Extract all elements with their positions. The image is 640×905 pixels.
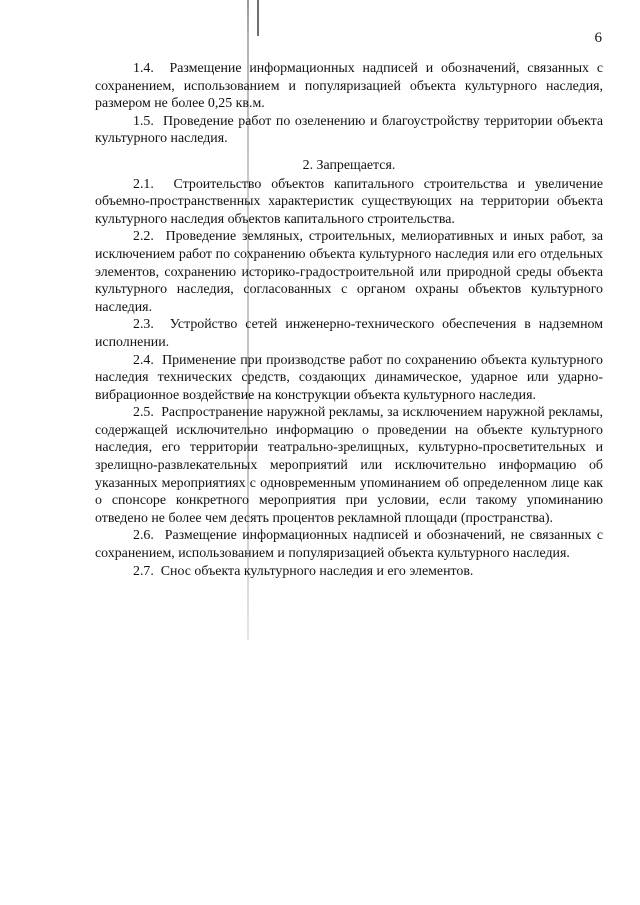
clause-number: 2.2. (133, 229, 154, 245)
clause-number: 2.3. (133, 317, 154, 333)
clause-text: Размещение информационных надписей и обозначений, не связанных с сохранением, использованием и популяризацией объекта культурного наследия. (95, 528, 604, 562)
clause-text: Размещение информационных надписей и обозначений, связанных с сохранением, использованием и популяризацией объекта культурного наследия, размером не более 0,25 кв.м. (95, 61, 603, 112)
clause-text: Строительство объектов капитального строительства и увеличение объемно-пространственных характеристик существующих на территории объекта культурного наследия объектов капитального строительства. (95, 176, 603, 227)
clause-2-6 (95, 527, 603, 562)
section-2-heading: 2. Запрещается. (302, 157, 396, 173)
clause-1-5 (95, 113, 603, 148)
scan-artifact-line-top (257, 0, 259, 36)
clause-text: Применение при производстве работ по сохранению объекта культурного наследия технических средств, создающих динамическое, ударное или ударно-вибрационное воздействие на конструкции объекта культурного наследия. (95, 352, 603, 403)
clause-text: Устройство сетей инженерно-технического обеспечения в надземном исполнении. (95, 317, 603, 350)
clause-text: Проведение земляных, строительных, мелиоративных и иных работ, за исключением работ по сохранению объекта культурного наследия или его отдельных элементов, сохранению историко-градостроительной или природной среды объекта культурного наследия, согласованных с органом охраны объектов культурного наследия. (95, 229, 604, 315)
clause-text: Проведение работ по озеленению и благоустройству территории объекта культурного наследия. (95, 113, 603, 147)
clause-number: 2.4. (133, 352, 154, 368)
clause-number: 2.5. (133, 405, 154, 421)
clause-text: Снос объекта культурного наследия и его элементов. (160, 563, 474, 579)
clause-1-4 (95, 60, 603, 113)
clause-2-4 (95, 352, 603, 405)
page-number: 6 (594, 30, 602, 46)
document-body (95, 60, 603, 580)
clause-number: 2.6. (133, 528, 154, 544)
clause-2-5 (95, 404, 603, 527)
clause-number: 1.5. (133, 113, 154, 129)
clause-2-1 (95, 176, 603, 229)
clause-number: 2.7. (133, 563, 154, 579)
clause-number: 1.4. (133, 61, 154, 76)
clause-text: Распространение наружной рекламы, за исключением наружной рекламы, содержащей исключительно информацию о проведении на объекте культурного наследия, его территории театрально-зрелищных, культурно-просветительных и зрелищно-развлекательных мероприятий или исключительно информацию об указанных мероприятиях с одновременным упоминанием об определенном лице как о спонсоре конкретного мероприятия при условии, если такому упоминанию отведено не более чем десять процентов рекламной площади (пространства). (95, 405, 603, 526)
clause-2-3 (95, 316, 603, 351)
clause-2-2 (95, 228, 603, 316)
clause-number: 2.1. (133, 176, 154, 192)
clause-2-7 (95, 563, 603, 581)
